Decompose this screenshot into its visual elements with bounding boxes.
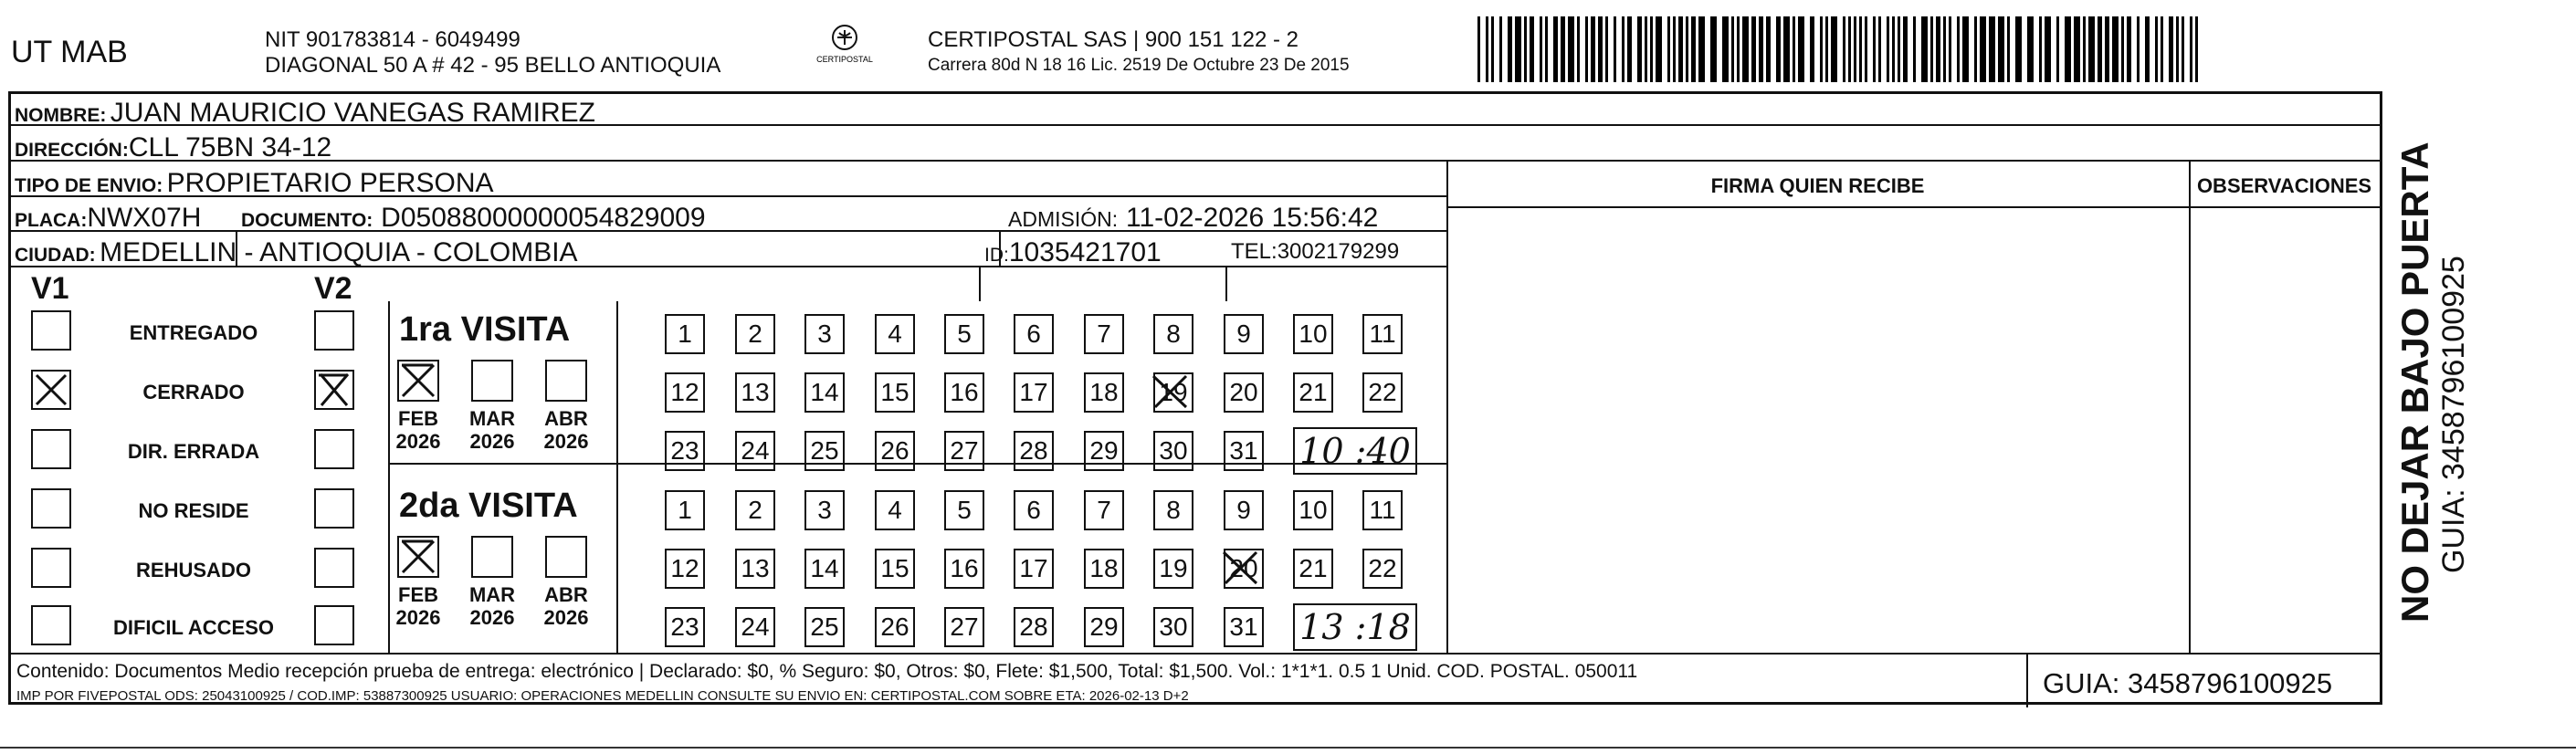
day-box[interactable]: 31 <box>1224 607 1264 647</box>
documento-field <box>241 204 706 232</box>
day-box[interactable]: 27 <box>944 431 984 471</box>
day-box[interactable]: 13 <box>735 549 775 589</box>
v1-header: V1 <box>31 271 69 306</box>
day-box[interactable]: 14 <box>804 549 845 589</box>
day-box[interactable]: 11 <box>1362 490 1403 530</box>
day-box[interactable]: 3 <box>804 314 845 354</box>
day-box[interactable]: 13 <box>735 372 775 413</box>
side-warning <box>2394 141 2471 623</box>
ciudad-value: MEDELLIN - ANTIOQUIA - COLOMBIA <box>100 237 578 267</box>
day-box[interactable]: 19 <box>1153 549 1193 589</box>
documento-value: D05088000000054829009 <box>381 203 706 233</box>
month-checkbox[interactable] <box>545 360 587 402</box>
v1-checkbox[interactable] <box>31 548 71 588</box>
day-box[interactable]: 15 <box>875 372 915 413</box>
status-label: NO RESIDE <box>138 499 249 522</box>
day-box[interactable]: 29 <box>1084 607 1124 647</box>
placa-value: NWX07H <box>87 203 202 233</box>
delivery-form <box>8 91 2382 705</box>
day-box[interactable]: 15 <box>875 549 915 589</box>
day-box[interactable]: 23 <box>665 431 705 471</box>
placa-label: PLACA: <box>15 210 88 231</box>
imp-text: IMP POR FIVEPOSTAL ODS: 25043100925 / COD.IMP: 53887300925 USUARIO: OPERACIONES MEDELLIN CONSULTE SU ENVIO EN: CERTIPOSTAL.COM SOBRE ETA: 2026-02-13 D+2 <box>16 688 1189 704</box>
day-box[interactable]: 22 <box>1362 549 1403 589</box>
tipo-label: TIPO DE ENVIO: <box>15 175 163 196</box>
side-guia: GUIA: 3458796100925 <box>2436 256 2471 573</box>
id-value: 1035421701 <box>1008 237 1162 267</box>
v2-checkbox[interactable] <box>314 548 354 588</box>
day-box[interactable]: 30 <box>1153 607 1193 647</box>
day-box[interactable]: 2 <box>735 490 775 530</box>
id-field <box>984 239 1162 267</box>
carrier-info <box>928 27 1350 79</box>
month-checkbox[interactable] <box>397 360 439 402</box>
year-label: 2026 <box>543 606 589 629</box>
status-label: DIR. ERRADA <box>127 440 260 463</box>
day-box[interactable]: 9 <box>1224 314 1264 354</box>
day-box[interactable]: 12 <box>665 549 705 589</box>
month-label: FEB <box>398 583 438 606</box>
year-label: 2026 <box>395 430 441 453</box>
day-box[interactable]: 28 <box>1014 607 1054 647</box>
day-box[interactable]: 1 <box>665 490 705 530</box>
day-box[interactable]: 7 <box>1084 314 1124 354</box>
carrier-line: CERTIPOSTAL SAS | 900 151 122 - 2 <box>928 27 1299 52</box>
admision-value: 11-02-2026 15:56:42 <box>1126 203 1379 233</box>
v1-checkbox[interactable] <box>31 605 71 645</box>
day-box[interactable]: 14 <box>804 372 845 413</box>
day-box[interactable]: 4 <box>875 314 915 354</box>
v2-checkbox[interactable] <box>314 605 354 645</box>
month-label: ABR <box>544 583 588 606</box>
v2-checkbox[interactable] <box>314 370 354 410</box>
day-box[interactable]: 9 <box>1224 490 1264 530</box>
direccion-field <box>15 134 331 162</box>
address-line: DIAGONAL 50 A # 42 - 95 BELLO ANTIOQUIA <box>265 53 721 78</box>
day-box[interactable]: 31 <box>1224 431 1264 471</box>
day-box[interactable]: 26 <box>875 607 915 647</box>
day-box[interactable]: 20 <box>1224 549 1264 589</box>
time-field[interactable]: 10 :40 <box>1293 427 1417 475</box>
day-box[interactable]: 2 <box>735 314 775 354</box>
day-box[interactable]: 24 <box>735 607 775 647</box>
day-box[interactable]: 8 <box>1153 314 1193 354</box>
day-box[interactable]: 19 <box>1153 372 1193 413</box>
day-box[interactable]: 1 <box>665 314 705 354</box>
time-field[interactable]: 13 :18 <box>1293 603 1417 651</box>
placa-field <box>15 204 201 232</box>
admision-label: ADMISIÓN: <box>1008 207 1119 231</box>
year-label: 2026 <box>543 430 589 453</box>
v2-checkbox[interactable] <box>314 488 354 529</box>
day-box[interactable]: 16 <box>944 372 984 413</box>
month-checkbox[interactable] <box>471 536 513 578</box>
month-label: FEB <box>398 407 438 430</box>
day-box[interactable]: 6 <box>1014 314 1054 354</box>
month-checkbox[interactable] <box>471 360 513 402</box>
day-box[interactable]: 25 <box>804 431 845 471</box>
day-box[interactable]: 26 <box>875 431 915 471</box>
month-checkbox[interactable] <box>397 536 439 578</box>
admision-field <box>1008 204 1378 232</box>
v1-checkbox[interactable] <box>31 429 71 469</box>
day-box[interactable]: 23 <box>665 607 705 647</box>
observaciones-header: OBSERVACIONES <box>2196 174 2372 197</box>
guia-footer: GUIA: 3458796100925 <box>2043 667 2333 699</box>
nombre-value: JUAN MAURICIO VANEGAS RAMIREZ <box>110 98 595 128</box>
firma-header: FIRMA QUIEN RECIBE <box>1710 174 1925 197</box>
day-box[interactable]: 30 <box>1153 431 1193 471</box>
status-label: ENTREGADO <box>129 321 258 344</box>
year-label: 2026 <box>469 606 515 629</box>
contenido-text: Contenido: Documentos Medio recepción prueba de entrega: electrónico | Declarado: $0, % Seguro: $0, Otros: $0, Flete: $1,500, Total: $1,500. Vol.: 1*1*1. 0.5 1 Unid. COD. POSTAL. 050011 <box>16 661 1638 682</box>
day-box[interactable]: 18 <box>1084 549 1124 589</box>
day-box[interactable]: 5 <box>944 314 984 354</box>
day-box[interactable]: 25 <box>804 607 845 647</box>
direccion-label: DIRECCIÓN: <box>15 140 129 161</box>
day-box[interactable]: 27 <box>944 607 984 647</box>
month-label: MAR <box>468 407 516 430</box>
tipo-field <box>15 170 494 197</box>
no-dejar-text: NO DEJAR BAJO PUERTA <box>2393 141 2436 623</box>
day-box[interactable]: 3 <box>804 490 845 530</box>
day-box[interactable]: 20 <box>1224 372 1264 413</box>
month-label: ABR <box>544 407 588 430</box>
tipo-value: PROPIETARIO PERSONA <box>166 168 494 198</box>
day-box[interactable]: 24 <box>735 431 775 471</box>
direccion-value: CLL 75BN 34-12 <box>128 132 332 162</box>
day-box[interactable]: 10 <box>1293 490 1333 530</box>
month-label: MAR <box>468 583 516 606</box>
tel-label: TEL: <box>1231 239 1277 264</box>
id-label: ID: <box>984 245 1009 266</box>
v2-checkbox[interactable] <box>314 310 354 351</box>
day-box[interactable]: 28 <box>1014 431 1054 471</box>
day-box[interactable]: 10 <box>1293 314 1333 354</box>
day-box[interactable]: 18 <box>1084 372 1124 413</box>
v1-checkbox[interactable] <box>31 488 71 529</box>
day-box[interactable]: 8 <box>1153 490 1193 530</box>
divider <box>0 747 2576 749</box>
company-name: UT MAB <box>11 35 128 69</box>
ciudad-field <box>15 239 578 267</box>
status-label: CERRADO <box>142 381 245 403</box>
year-label: 2026 <box>469 430 515 453</box>
day-box[interactable]: 4 <box>875 490 915 530</box>
v1-checkbox[interactable] <box>31 370 71 410</box>
nombre-label: NOMBRE: <box>15 105 107 126</box>
day-box[interactable]: 17 <box>1014 372 1054 413</box>
visit-title: 2da VISITA <box>399 487 578 525</box>
nit-line: NIT 901783814 - 6049499 <box>265 27 520 52</box>
day-box[interactable]: 21 <box>1293 372 1333 413</box>
tel-field <box>1231 241 1399 263</box>
status-label: DIFICIL ACCESO <box>112 616 274 639</box>
nombre-field <box>15 99 595 127</box>
month-checkbox[interactable] <box>545 536 587 578</box>
day-box[interactable]: 22 <box>1362 372 1403 413</box>
ciudad-label: CIUDAD: <box>15 245 96 266</box>
visit-title: 1ra VISITA <box>399 310 571 349</box>
day-box[interactable]: 29 <box>1084 431 1124 471</box>
documento-label: DOCUMENTO: <box>241 210 373 231</box>
day-box[interactable]: 21 <box>1293 549 1333 589</box>
v2-checkbox[interactable] <box>314 429 354 469</box>
day-box[interactable]: 16 <box>944 549 984 589</box>
v1-checkbox[interactable] <box>31 310 71 351</box>
day-box[interactable]: 5 <box>944 490 984 530</box>
day-box[interactable]: 12 <box>665 372 705 413</box>
tel-value: 3002179299 <box>1277 239 1400 264</box>
barcode <box>1477 16 2206 82</box>
v2-header: V2 <box>314 271 352 306</box>
day-box[interactable]: 7 <box>1084 490 1124 530</box>
day-box[interactable]: 11 <box>1362 314 1403 354</box>
day-box[interactable]: 6 <box>1014 490 1054 530</box>
status-label: REHUSADO <box>136 559 251 581</box>
logo-text: CERTIPOSTAL <box>816 55 873 64</box>
carrier-sub: Carrera 80d N 18 16 Lic. 2519 De Octubre 23 De 2015 <box>928 56 1350 75</box>
year-label: 2026 <box>395 606 441 629</box>
company-info <box>265 27 720 79</box>
certipostal-logo <box>804 22 886 68</box>
day-box[interactable]: 17 <box>1014 549 1054 589</box>
